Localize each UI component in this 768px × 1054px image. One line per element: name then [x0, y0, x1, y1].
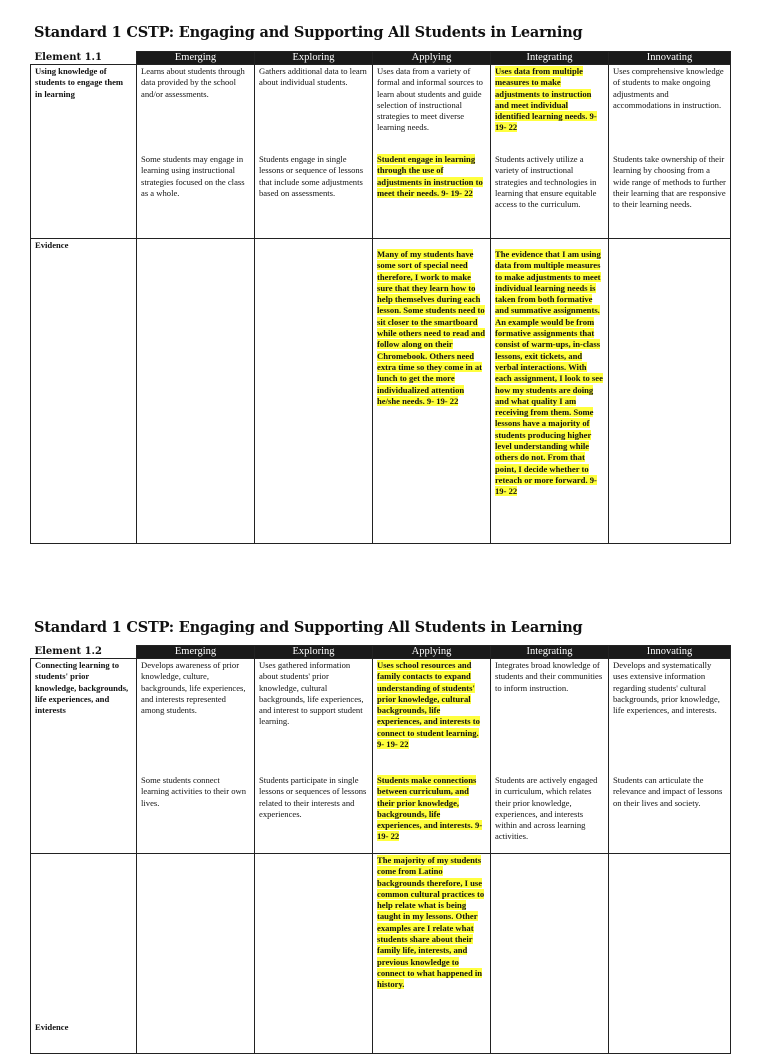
evidence-exploring [255, 239, 373, 544]
student-descriptor: Students can articulate the relevance and impact of lessons on their lives and society. [613, 775, 723, 808]
rubric-table-element-1-2 [30, 645, 731, 1054]
student-descriptor: Students actively utilize a variety of instructional strategies and technologies in learning that ensure equitable access to the curriculum. [495, 154, 597, 210]
student-descriptor: Students are actively engaged in curriculum, which relates their prior knowledge, experiences, and interests within and across learning activities. [495, 775, 598, 842]
evidence-applying [373, 239, 491, 544]
element-label: Element 1.1 [31, 52, 137, 65]
evidence-integrating [491, 239, 609, 544]
highlighted-text: Uses school resources and family contacts to expand understanding of students' prior knowledge, cultural backgrounds, life experiences, and interests to connect to student learning. 9- 19- 22 [377, 660, 480, 750]
rubric-table-element-1-1 [30, 51, 731, 544]
teacher-descriptor: Develops awareness of prior knowledge, culture, backgrounds, life experiences, and interests represented among students. [141, 660, 246, 716]
page-title: Standard 1 CSTP: Engaging and Supporting All Students in Learning [34, 24, 583, 41]
highlighted-text: Student engage in learning through the use of adjustments in instruction to meet their needs. 9- 19- 22 [377, 154, 483, 198]
highlighted-text: Students make connections between curriculum, and their prior knowledge, backgrounds, life experiences, and interests. 9- 19- 22 [377, 775, 483, 842]
evidence-text: Many of my students have some sort of special need therefore, I work to make sure that they learn how to help themselves during each lesson. Some students need to sit closer to the smartboard while others need to read and follow along on their Chromebook. Others need extra time so they come in at lunch to get the more individualized attention he/she needs. 9- 19- 22 [377, 249, 485, 406]
evidence-innovating [609, 239, 731, 544]
student-descriptor: Students participate in single lessons or sequences of lessons related to their interests and experiences. [259, 775, 367, 819]
row-label: Using knowledge of students to engage them in learning [31, 65, 137, 239]
student-descriptor-highlighted [377, 775, 486, 843]
descriptor-row [31, 659, 731, 854]
student-descriptor: Some students may engage in learning using instructional strategies focused on the class as a whole. [141, 154, 245, 198]
row-label: Connecting learning to students' prior knowledge, backgrounds, life experiences, and interests [31, 659, 137, 854]
evidence-row [31, 239, 731, 544]
cell-integrating [491, 659, 609, 854]
teacher-descriptor: Uses gathered information about students' prior knowledge, cultural backgrounds, life experiences, and interest to support student learning. [259, 660, 364, 727]
cell-applying [373, 65, 491, 239]
evidence-text: The evidence that I am using data from multiple measures to make adjustments to meet individual learning needs is taken from both formative and summative assignments. An example would be from formative assignments that consist of warm-ups, in-class lessons, exit tickets, and verbal interactions. With each assignment, I look to see how my students are doing and what quality I am receiving from them. Some lessons have a majority of students producing higher level understanding while others do not. From that point, I decide whether to reteach or more forward. 9- 19- 22 [495, 249, 603, 497]
teacher-descriptor: Uses data from a variety of formal and informal sources to learn about students and guide selection of instructional strategies to meet diverse learning needs. [377, 66, 483, 133]
teacher-descriptor: Develops and systematically uses extensive information regarding students' cultural backgrounds, prior knowledge, life experiences, and interests. [613, 660, 720, 716]
teacher-descriptor: Learns about students through data provided by the school and/or assessments. [141, 66, 245, 99]
column-header-innovating: Innovating [609, 646, 731, 659]
teacher-descriptor-highlighted [495, 66, 604, 150]
column-header-applying: Applying [373, 646, 491, 659]
column-header-integrating: Integrating [491, 52, 609, 65]
header-row [31, 646, 731, 659]
cell-applying [373, 659, 491, 854]
evidence-label: Evidence [31, 854, 137, 1054]
evidence-label: Evidence [31, 239, 137, 544]
teacher-descriptor: Uses comprehensive knowledge of students to make ongoing adjustments and accommodations in instruction. [613, 66, 724, 110]
page-title: Standard 1 CSTP: Engaging and Supporting All Students in Learning [34, 619, 583, 636]
evidence-emerging [137, 239, 255, 544]
cell-emerging [137, 659, 255, 854]
student-descriptor-highlighted [377, 154, 486, 199]
column-header-applying: Applying [373, 52, 491, 65]
cell-emerging [137, 65, 255, 239]
teacher-descriptor: Integrates broad knowledge of students and their communities to inform instruction. [495, 660, 603, 693]
cell-exploring [255, 65, 373, 239]
student-descriptor: Some students connect learning activities to their own lives. [141, 775, 247, 808]
highlighted-text: Uses data from multiple measures to make adjustments to instruction and meet individual identified learning needs. 9- 19- 22 [495, 66, 597, 133]
evidence-text: The majority of my students come from Latino backgrounds therefore, I use common cultural practices to help relate what is being taught in my lessons. Other examples are I relate what students share about their family life, interests, and previous knowledge to connect to what happened in history. [377, 855, 485, 990]
element-label: Element 1.2 [31, 646, 137, 659]
teacher-descriptor-highlighted [377, 660, 486, 771]
column-header-integrating: Integrating [491, 646, 609, 659]
header-row [31, 52, 731, 65]
column-header-innovating: Innovating [609, 52, 731, 65]
cell-innovating [609, 659, 731, 854]
descriptor-row [31, 65, 731, 239]
column-header-emerging: Emerging [137, 52, 255, 65]
column-header-emerging: Emerging [137, 646, 255, 659]
cell-integrating [491, 65, 609, 239]
column-header-exploring: Exploring [255, 52, 373, 65]
teacher-descriptor: Gathers additional data to learn about individual students. [259, 66, 367, 88]
cell-innovating [609, 65, 731, 239]
column-header-exploring: Exploring [255, 646, 373, 659]
cell-exploring [255, 659, 373, 854]
student-descriptor: Students take ownership of their learning by choosing from a wide range of methods to further their learning that are responsive to their learning needs. [613, 154, 726, 210]
student-descriptor: Students engage in single lessons or sequence of lessons that include some adjustments based on assessments. [259, 154, 364, 198]
